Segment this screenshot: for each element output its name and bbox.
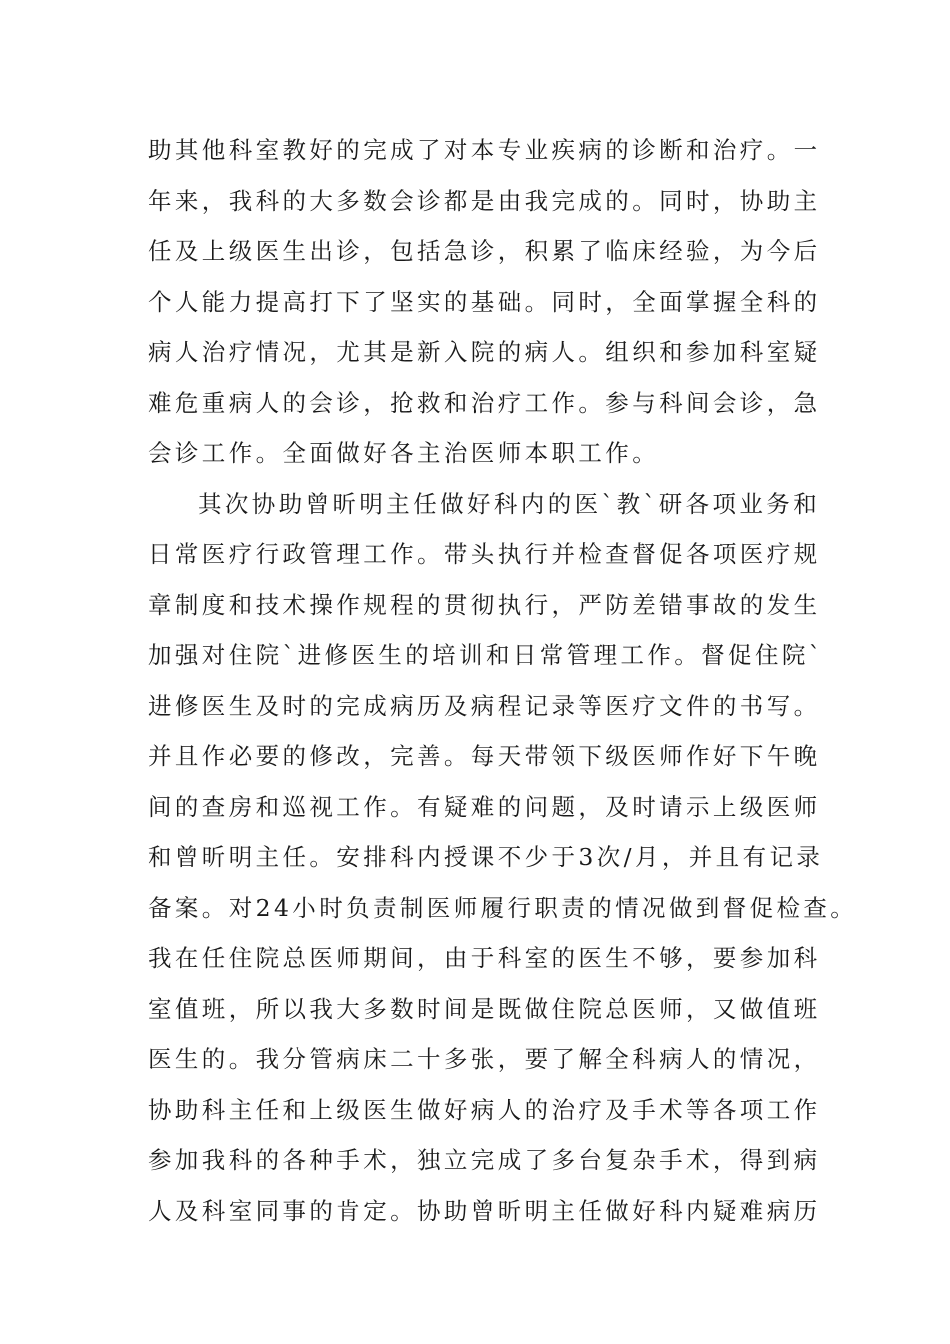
text-line: 个人能力提高打下了坚实的基础。同时，全面掌握全科的 (148, 287, 821, 316)
text-line: 会诊工作。全面做好各主治医师本职工作。 (148, 439, 660, 467)
text-line: 助其他科室教好的完成了对本专业疾病的诊断和治疗。一 (148, 136, 821, 164)
text-line: 日常医疗行政管理工作。带头执行并检查督促各项医疗规 (148, 540, 821, 568)
text-line: 任及上级医生出诊，包括急诊，积累了临床经验，为今后 (148, 237, 821, 265)
text-line: 人及科室同事的肯定。协助曾昕明主任做好科内疑难病历 (148, 1196, 821, 1225)
text-line: 参加我科的各种手术，独立完成了多台复杂手术，得到病 (148, 1146, 821, 1174)
text-line: 和曾昕明主任。安排科内授课不少于3次/月，并且有记录 (148, 843, 824, 871)
text-line: 加强对住院`进修医生的培训和日常管理工作。督促住院` (148, 641, 824, 669)
paragraph-first-line: 其次协助曾昕明主任做好科内的医`教`研各项业务和 (198, 489, 821, 518)
body-text (148, 132, 858, 1243)
text-line: 章制度和技术操作规程的贯彻执行，严防差错事故的发生 (148, 590, 821, 619)
text-line: 我在任住院总医师期间，由于科室的医生不够，要参加科 (148, 944, 821, 972)
text-line: 病人治疗情况，尤其是新入院的病人。组织和参加科室疑 (148, 338, 821, 366)
text-line: 间的查房和巡视工作。有疑难的问题，及时请示上级医师 (148, 792, 821, 821)
text-line: 备案。对24小时负责制医师履行职责的情况做到督促检查。 (148, 893, 858, 922)
text-line: 进修医生及时的完成病历及病程记录等医疗文件的书写。 (148, 691, 821, 720)
text-line: 室值班，所以我大多数时间是既做住院总医师，又做值班 (148, 994, 821, 1023)
text-line: 年来，我科的大多数会诊都是由我完成的。同时，协助主 (148, 186, 821, 215)
text-line: 协助科主任和上级医生做好病人的治疗及手术等各项工作 (148, 1095, 821, 1124)
text-line: 并且作必要的修改，完善。每天带领下级医师作好下午晚 (148, 742, 821, 770)
text-line: 医生的。我分管病床二十多张，要了解全科病人的情况， (148, 1045, 821, 1073)
text-line: 难危重病人的会诊，抢救和治疗工作。参与科间会诊，急 (148, 388, 821, 417)
